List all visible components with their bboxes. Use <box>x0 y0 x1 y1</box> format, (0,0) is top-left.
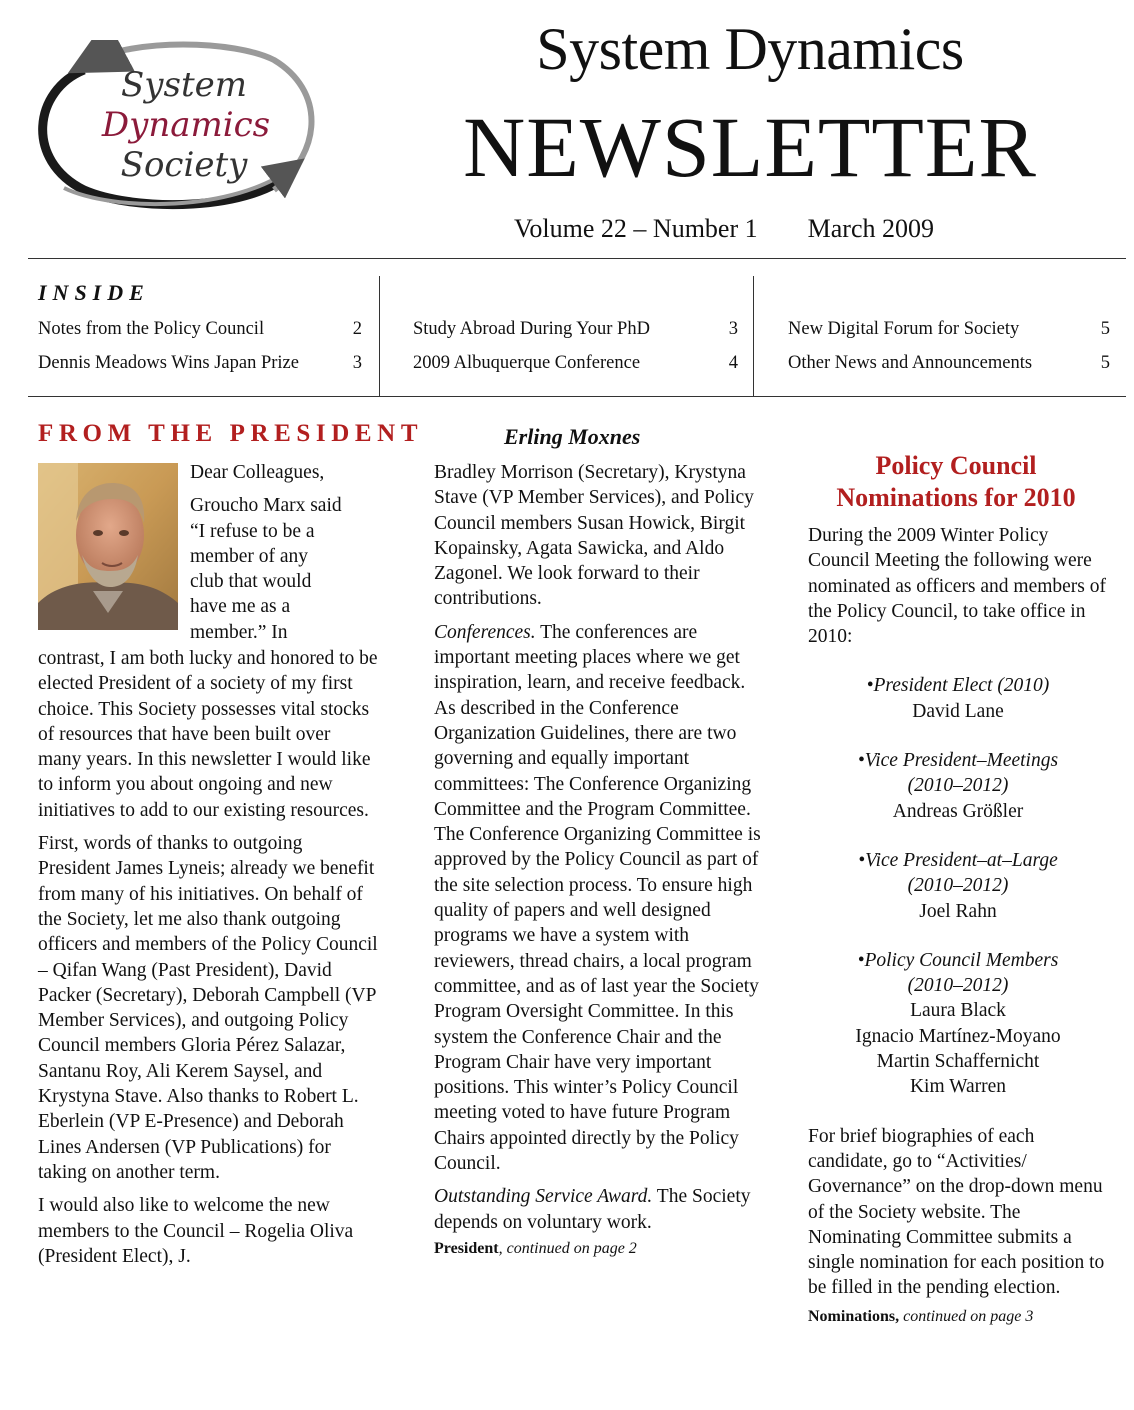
nomination-block <box>808 848 1108 924</box>
nominee-name: Kim Warren <box>909 1076 1007 1098</box>
logo-text: System <box>121 65 247 105</box>
society-logo <box>24 40 334 212</box>
continued-label: President <box>434 1239 499 1257</box>
float-line: club that would <box>190 571 312 593</box>
nomination-block <box>808 748 1108 824</box>
nomination-role: •President Elect (2010) <box>866 675 1050 697</box>
toc-item[interactable]: 2009 Albuquerque Conference <box>413 353 641 373</box>
policy-council-column <box>808 523 1108 1327</box>
toc-item[interactable]: Notes from the Policy Council <box>38 319 265 339</box>
issue-info <box>514 212 934 246</box>
logo-text: Society <box>120 145 248 185</box>
continued-link[interactable] <box>808 1307 1108 1327</box>
paragraph: I would also like to welcome the new members to the Council – Rogelia Oliva (President Elect), J. <box>38 1195 354 1267</box>
newsletter-banner: NEWSLETTER <box>463 99 1037 195</box>
toc-page: 3 <box>352 353 362 373</box>
newsletter-title: System Dynamics <box>536 16 964 82</box>
nomination-role: •Vice President–at–Large (2010–2012) <box>858 849 1058 897</box>
nomination-role: •Policy Council Members (2010–2012) <box>857 949 1059 997</box>
inside-divider <box>28 396 1126 397</box>
nominee-name: Joel Rahn <box>919 900 997 922</box>
run-in-heading: Outstanding Service Award. <box>434 1186 653 1208</box>
toc-item[interactable]: Other News and Announcements <box>788 353 1033 373</box>
toc-page: 5 <box>1100 353 1110 373</box>
toc-item[interactable]: Dennis Meadows Wins Japan Prize <box>38 353 299 373</box>
float-line: member.” In <box>190 621 288 643</box>
nominee-name: Martin Schaffernicht <box>876 1051 1040 1073</box>
heading-line: Nominations for 2010 <box>836 483 1076 512</box>
section-heading-president: FROM THE PRESIDENT <box>38 420 424 447</box>
toc-page: 2 <box>352 319 362 339</box>
float-line: member of any <box>190 545 309 567</box>
paragraph: First, words of thanks to outgoing President James Lyneis; already we benefit from many of his initiatives. On behalf of the Society, let me also thank outgoing officers and members of the Policy Council – Qifan Wang (Past President), David Packer (Secretary), Deborah Campbell (VP Member Services), and outgoing Policy Council members Gloria Pérez Salazar, Santanu Roy, Ali Kerem Saysel, and Krystyna Stave. Also thanks to Robert L. Eberlein (VP E-Presence) and Deborah Lines Andersen (VP Publications) for taking on another term. <box>38 833 378 1183</box>
continued-text: continued on page 3 <box>899 1307 1034 1325</box>
toc-page: 5 <box>1100 319 1110 339</box>
president-column-2 <box>434 460 764 1259</box>
toc-item[interactable]: New Digital Forum for Society <box>788 319 1020 339</box>
president-intro-lines <box>190 460 380 645</box>
paragraph-text: The Society depends on voluntary work. <box>434 1186 751 1233</box>
paragraph: Bradley Morrison (Secretary), Krystyna Stave (VP Member Services), and Policy Council members Susan Howick, Birgit Kopainsky, Agata Sawicka, and Aldo Zagonel. We look forward to their contributions. <box>434 462 754 610</box>
nomination-block <box>808 673 1108 724</box>
salutation: Dear Colleagues, <box>190 462 325 483</box>
logo-ring-icon <box>24 40 334 212</box>
president-column-1 <box>38 646 378 1277</box>
float-line: Groucho Marx said <box>190 495 342 517</box>
paragraph: contrast, I am both lucky and honored to be elected President of a society of my first choice. This Society possesses vital stocks of resources that have been built over many years. In this newsletter I would like to inform you about ongoing and new initiatives to add to our existing resources. <box>38 648 378 821</box>
issue-date: March 2009 <box>807 214 934 243</box>
logo-text: Dynamics <box>101 105 271 145</box>
volume-number: Volume 22 – Number 1 <box>514 214 758 243</box>
nominee-name: David Lane <box>912 700 1004 722</box>
article-author: Erling Moxnes <box>504 424 641 449</box>
president-photo <box>38 463 178 630</box>
heading-line: Policy Council <box>875 451 1037 480</box>
paragraph <box>434 1184 764 1235</box>
paragraph <box>434 620 764 1177</box>
nomination-role: •Vice President–Meetings (2010–2012) <box>857 750 1059 797</box>
inside-label: INSIDE <box>38 280 150 305</box>
toc-divider <box>379 276 380 396</box>
masthead-divider <box>28 258 1126 259</box>
continued-text: , continued on page 2 <box>498 1239 637 1257</box>
float-line: have me as a <box>190 596 291 618</box>
paragraph: For brief biographies of each candidate, go to “Activities/ Governance” on the drop-down menu of the Society website. The Nominating Committee submits a single nomination for each position to be filled in the pending election. <box>808 1125 1105 1299</box>
nominee-name: Laura Black <box>910 1000 1006 1022</box>
continued-link[interactable] <box>434 1239 764 1259</box>
nominee-name: Ignacio Martínez-Moyano <box>855 1025 1061 1047</box>
paragraph: During the 2009 Winter Policy Council Meeting the following were nominated as officers and members of the Policy Council, to take office in 2010: <box>808 525 1107 648</box>
continued-label: Nominations, <box>808 1307 900 1325</box>
nomination-block <box>808 948 1108 1100</box>
portrait-image <box>38 463 178 630</box>
paragraph-text: The conferences are important meeting places where we get inspiration, learn, and receive feedback. As described in the Conference Organization Guidelines, there are two governing and equally important committees: The Conference Organizing Committee and the Program Committee. The Conference Organizing Committee is approved by the Policy Council as part of the site selection process. To ensure high quality of papers and well designed programs we have a system with reviewers, thread chairs, a local program committee, and as of last year the Society Program Oversight Committee. In this system the Conference Chair and the Program Chair have very important positions. This winter’s Policy Council meeting voted to have future Program Chairs appointed directly by the Policy Council. <box>434 621 761 1175</box>
toc-page: 4 <box>728 353 738 373</box>
toc-page: 3 <box>728 319 738 339</box>
toc-divider <box>753 276 754 396</box>
section-heading-policy-council <box>806 450 1106 514</box>
run-in-heading: Conferences. <box>434 621 536 643</box>
float-line: “I refuse to be a <box>190 520 315 542</box>
nominee-name: Andreas Größler <box>892 800 1024 822</box>
toc-item[interactable]: Study Abroad During Your PhD <box>413 319 650 339</box>
